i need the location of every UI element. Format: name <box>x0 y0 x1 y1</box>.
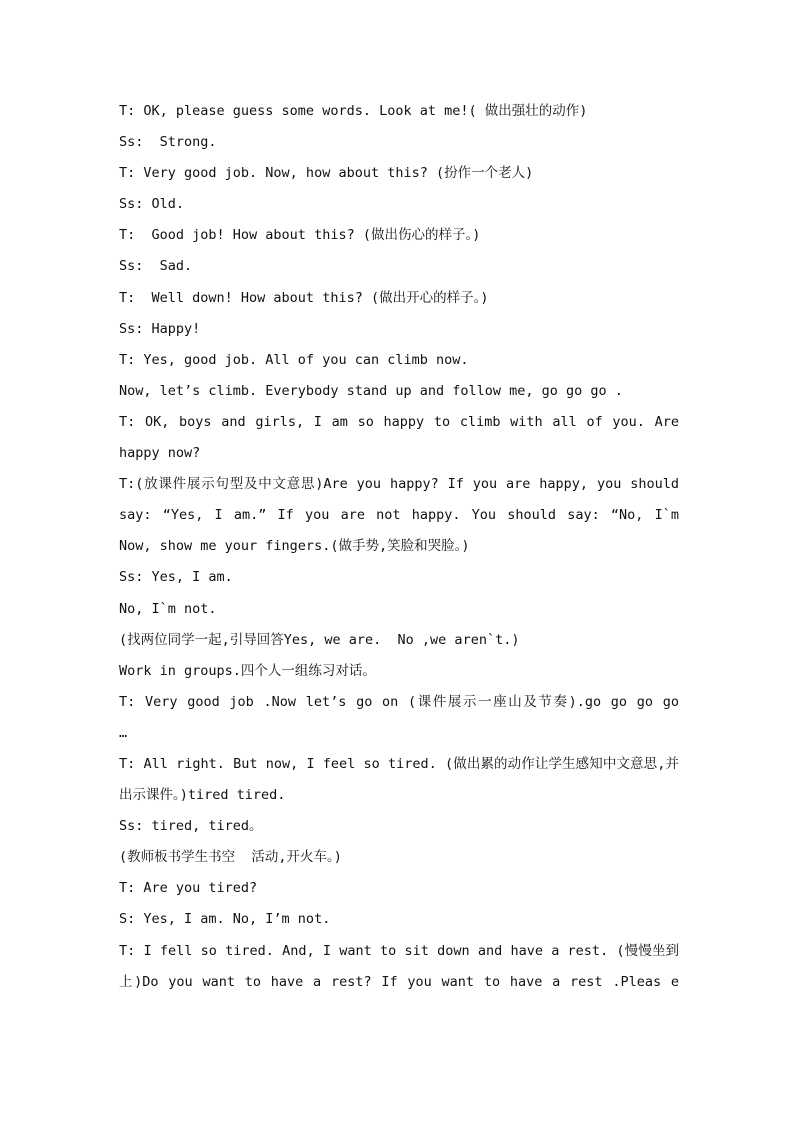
lesson-transcript <box>119 96 679 998</box>
text-line: Ss: Sad. <box>119 258 193 275</box>
text-line: (找两位同学一起,引导回答Yes, we are. No ,we aren`t.) <box>119 631 520 648</box>
text-line: T: Good job! How about this? (做出伤心的样子。) <box>119 227 481 244</box>
text-line: (教师板书学生书空 活动,开火车。) <box>119 849 342 866</box>
text-line: T: OK, boys and girls, I am so happy to climb with all of you. Are <box>119 413 679 430</box>
text-line: No, I`m not. <box>119 600 217 617</box>
text-line: … <box>119 724 128 741</box>
text-line: T: All right. But now, I feel so tired. (做出累的动作让学生感知中文意思,并 <box>119 755 679 772</box>
text-line: T: Very good job .Now let’s go on (课件展示一座山及节奏).go go go go <box>119 693 679 710</box>
text-line: S: Yes, I am. No, I’m not. <box>119 911 331 928</box>
text-line: T: Yes, good job. All of you can climb now. <box>119 351 469 368</box>
text-line: Now, show me your fingers.(做手势,笑脸和哭脸。) <box>119 538 470 555</box>
text-line: Ss: Happy! <box>119 320 201 337</box>
text-line: T:(放课件展示句型及中文意思)Are you happy? If you are happy, you should <box>119 476 679 493</box>
text-line: T: Very good job. Now, how about this? (扮作一个老人) <box>119 165 534 182</box>
text-line: Ss: Old. <box>119 196 185 213</box>
text-line: Ss: Strong. <box>119 134 217 151</box>
text-line: happy now? <box>119 445 201 462</box>
text-line: T: OK, please guess some words. Look at me!( 做出强壮的动作) <box>119 103 588 119</box>
text-line: T: I fell so tired. And, I want to sit down and have a rest. (慢慢坐到 <box>119 942 679 959</box>
text-line: Ss: Yes, I am. <box>119 569 233 586</box>
text-line: Now, let’s climb. Everybody stand up and follow me, go go go . <box>119 382 623 399</box>
text-line: 出示课件。)tired tired. <box>119 787 286 804</box>
text-line: say: “Yes, I am.” If you are not happy. You should say: “No, I`m <box>119 507 679 524</box>
text-line: 上)Do you want to have a rest? If you want to have a rest .Pleas e <box>119 973 679 990</box>
text-line: Ss: tired, tired。 <box>119 818 263 835</box>
text-line: T: Are you tired? <box>119 880 258 897</box>
text-line: Work in groups.四个人一组练习对话。 <box>119 662 376 679</box>
text-line: T: Well down! How about this? (做出开心的样子。) <box>119 289 489 306</box>
